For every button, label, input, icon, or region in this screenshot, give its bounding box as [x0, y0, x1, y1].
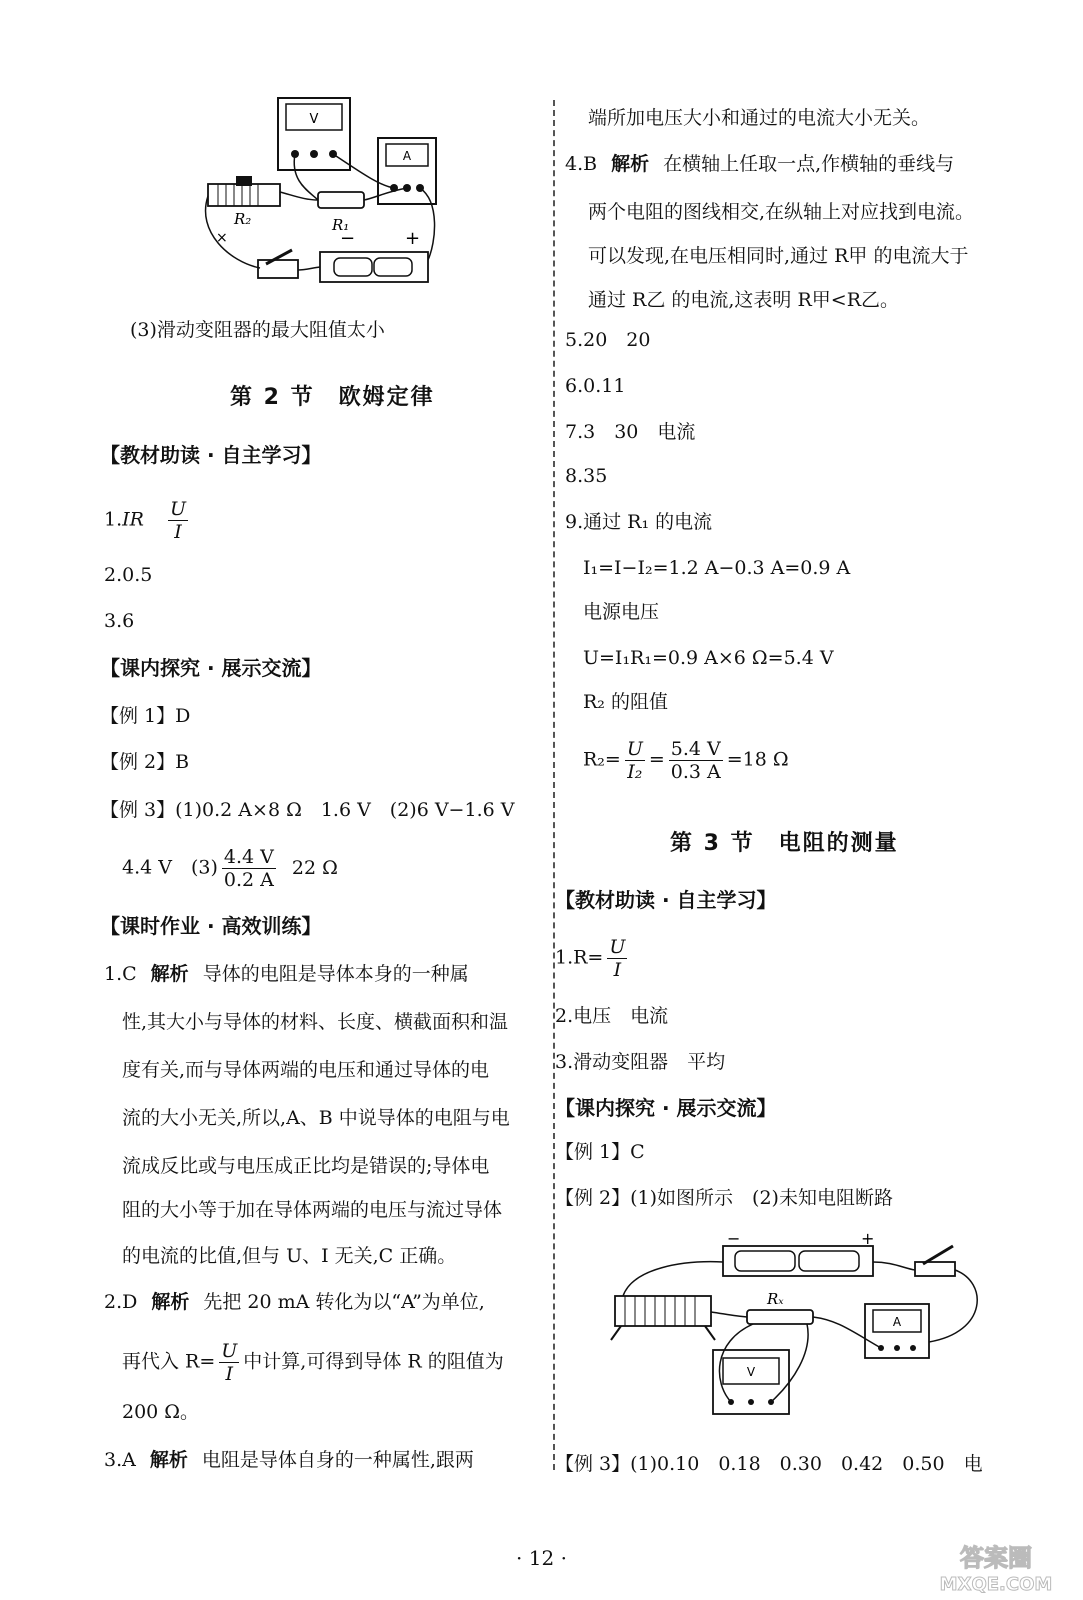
fraction-u-over-i-2: $\frac{U}{I}$	[221, 1340, 238, 1385]
section-3-title: 第 3 节 电阻的测量	[670, 831, 899, 856]
heading-class-explore: 【课内探究 · 展示交流】	[100, 656, 322, 680]
answer-2-line-1: 2.D 解析 先把 20 mA 转化为以“A”为单位,	[104, 1291, 485, 1313]
fraction-voltage-over-current: $\frac{4.4 V}{0.2 A}$	[223, 846, 274, 891]
example-3-r: 【例 3】(1)0.10 0.18 0.30 0.42 0.50 电	[555, 1453, 983, 1475]
answer-8: 8.35	[565, 465, 608, 487]
question-2-r: 2.电压 电流	[555, 1005, 669, 1027]
battery-plus-2: +	[861, 1232, 875, 1248]
section-2-title: 第 2 节 欧姆定律	[230, 385, 435, 410]
example-3-line-2: 4.4 V (3) $\frac{4.4 V}{0.2 A}$ 22 Ω	[122, 846, 338, 891]
question-1: 1.IR $\frac{U}{I}$	[104, 498, 187, 543]
page-number: · 12 ·	[516, 1546, 567, 1570]
fraction-u-over-i-3: $\frac{U}{I}$	[609, 936, 626, 981]
heading-self-study: 【教材助读 · 自主学习】	[100, 443, 322, 467]
example-2-r: 【例 2】(1)如图所示 (2)未知电阻断路	[555, 1187, 893, 1209]
circuit-figure-2	[603, 1232, 1003, 1432]
wire-cross-mark: ×	[216, 230, 228, 246]
answer-9-line-1: 9.通过 R₁ 的电流	[565, 511, 713, 533]
fraction-u-over-i2: $\frac{U}{\text{I₂}}$	[626, 738, 643, 783]
svg-text:MXQE.COM: MXQE.COM	[939, 1574, 1053, 1595]
answer-9-line-3: 电源电压	[583, 601, 660, 623]
answer-2-line-3: 200 Ω。	[122, 1401, 200, 1423]
answer-4-line-2: 两个电阻的图线相交,在纵轴上对应找到电流。	[588, 201, 975, 223]
fraction-5-4v-over-0-3a: $\frac{5.4 V}{0.3 A}$	[670, 738, 721, 783]
answer-6: 6.0.11	[565, 375, 626, 397]
fraction-u-over-i: $\frac{U}{I}$	[170, 498, 187, 543]
answer-1-line-7: 的电流的比值,但与 U、I 无关,C 正确。	[122, 1245, 457, 1267]
ammeter-label: A	[402, 149, 412, 163]
question-3: 3.6	[104, 610, 135, 632]
question-1-r-formula: 1.R= $\frac{U}{I}$	[555, 936, 626, 981]
column-divider	[553, 100, 555, 1470]
example-1: 【例 1】D	[100, 705, 191, 727]
example-2: 【例 2】B	[100, 751, 190, 773]
r1-label: R₁	[332, 216, 350, 234]
question-2: 2.0.5	[104, 564, 153, 586]
answer-1-line-4: 流的大小无关,所以,A、B 中说导体的电阻与电	[122, 1107, 510, 1129]
answer-3-continuation: 端所加电压大小和通过的电流大小无关。	[588, 107, 931, 129]
answer-9-line-6: R₂= $\frac{U}{\text{I₂}}$ = $\frac{5.4 V}{0.3 A}$ =18 Ω	[583, 738, 789, 783]
battery-minus: −	[340, 228, 356, 249]
answer-9-line-5: R₂ 的阻值	[583, 691, 668, 713]
circuit-figure-1	[200, 92, 440, 302]
answer-1-line-3: 度有关,而与导体两端的电压和通过导体的电	[122, 1059, 490, 1081]
answer-7: 7.3 30 电流	[565, 421, 696, 443]
heading-self-study-2: 【教材助读 · 自主学习】	[555, 888, 777, 912]
answer-ir: IR	[122, 508, 144, 531]
voltmeter-label-2: V	[746, 1365, 756, 1379]
answer-3-line: (3)滑动变阻器的最大阻值太小	[130, 319, 385, 341]
answer-9-line-4: U=I₁R₁=0.9 A×6 Ω=5.4 V	[583, 647, 834, 669]
example-1-r: 【例 1】C	[555, 1141, 645, 1163]
answer-4-line-3: 可以发现,在电压相同时,通过 R甲 的电流大于	[588, 245, 969, 267]
answer-2-line-2: 再代入 R= $\frac{U}{I}$ 中计算,可得到导体 R 的阻值为	[122, 1340, 504, 1385]
answer-4-line-1: 4.B 解析 在横轴上任取一点,作横轴的垂线与	[565, 153, 955, 175]
heading-class-explore-2: 【课内探究 · 展示交流】	[555, 1096, 777, 1120]
battery-minus-2: −	[727, 1232, 741, 1248]
r2-label: R₂	[234, 210, 252, 228]
answer-9-line-2: I₁=I−I₂=1.2 A−0.3 A=0.9 A	[583, 557, 851, 579]
answer-1-line-5: 流成反比或与电压成正比均是错误的;导体电	[122, 1155, 490, 1177]
watermark-logo	[921, 1538, 1071, 1596]
ammeter-label-2: A	[892, 1315, 902, 1329]
answer-1-line-1: 1.C 解析 导体的电阻是导体本身的一种属	[104, 963, 469, 985]
voltmeter-label: V	[309, 112, 319, 127]
answer-1-line-6: 阻的大小等于加在导体两端的电压与流过导体	[122, 1199, 503, 1221]
answer-4-line-4: 通过 R乙 的电流,这表明 R甲<R乙。	[588, 289, 899, 311]
question-3-r: 3.滑动变阻器 平均	[555, 1051, 726, 1073]
answer-3-line-1: 3.A 解析 电阻是导体自身的一种属性,跟两	[104, 1449, 474, 1471]
battery-plus: +	[405, 228, 421, 249]
rx-label: Rₓ	[767, 1290, 784, 1308]
svg-text:答案圈: 答案圈	[960, 1544, 1032, 1572]
answer-1-line-2: 性,其大小与导体的材料、长度、横截面积和温	[122, 1011, 509, 1033]
example-3-line-1: 【例 3】(1)0.2 A×8 Ω 1.6 V (2)6 V−1.6 V	[100, 799, 515, 821]
answer-5: 5.20 20	[565, 329, 651, 351]
heading-homework: 【课时作业 · 高效训练】	[100, 914, 322, 938]
